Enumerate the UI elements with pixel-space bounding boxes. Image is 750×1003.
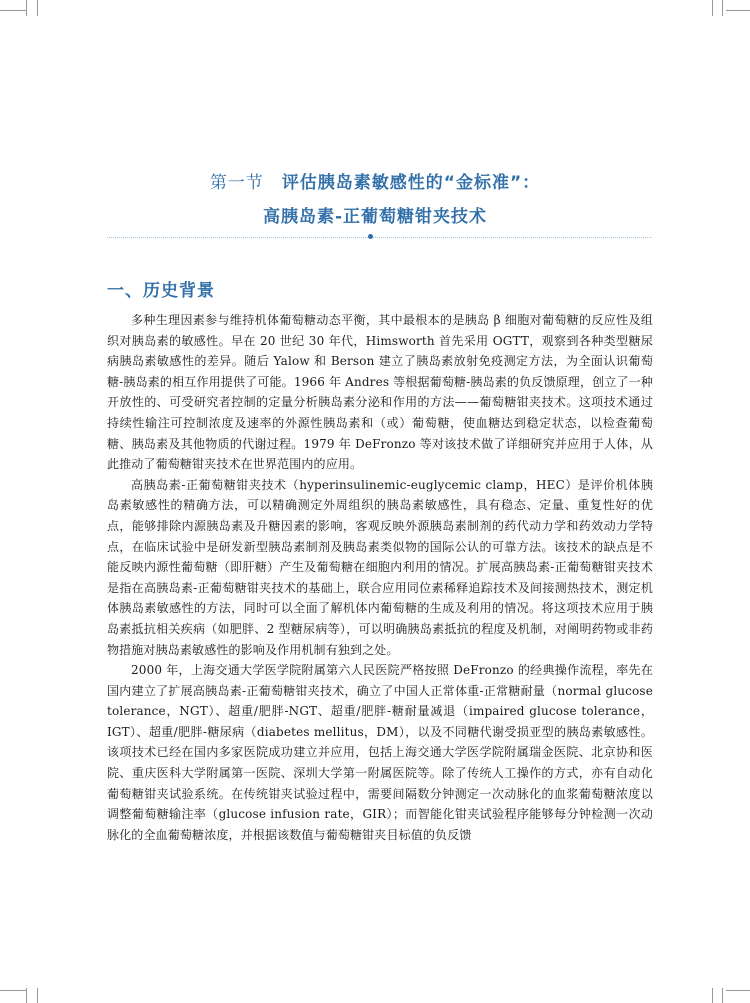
crop-mark (712, 0, 713, 16)
divider-dot (368, 234, 373, 239)
paragraph: 2000 年，上海交通大学医学院附属第六人民医院严格按照 DeFronzo 的经典操作流程，率先在国内建立了扩展高胰岛素-正葡萄糖钳夹技术，确立了中国人正常体重-正常糖耐量（normal glucose tolerance，NGT）、超重/肥胖-NGT、超重/肥胖-糖耐量减退（impaired glucose tolerance，IGT）、超重/肥胖-糖尿病（diabetes mellitus，DM），以及不同糖代谢受损亚型的胰岛素敏感性。该项技术已经在国内多家医院成功建立并应用，包括上海交通大学医学院附属瑞金医院、北京协和医院、重庆医科大学附属第一医院、深圳大学第一附属医院等。除了传统人工操作的方式，亦有自动化葡萄糖钳夹试验系统。在传统钳夹试验过程中，需要间隔数分钟测定一次动脉化的血浆葡萄糖浓度以调整葡萄糖输注率（glucose infusion rate，GIR）；而智能化钳夹试验程序能够每分钟检测一次动脉化的全血葡萄糖浓度，并根据该数值与葡萄糖钳夹目标值的负反馈 (107, 663, 653, 842)
crop-mark (726, 990, 750, 991)
crop-mark (712, 988, 713, 1003)
crop-mark (722, 0, 723, 16)
section-label: 第一节 (209, 173, 264, 193)
chapter-heading-line1 (0, 170, 750, 196)
chapter-title-line1: 评估胰岛素敏感性的“金标准”： (281, 173, 541, 193)
crop-mark (726, 10, 750, 11)
chapter-heading (0, 170, 750, 230)
dotted-divider (107, 237, 652, 238)
paragraph: 多种生理因素参与维持机体葡萄糖动态平衡，其中最根本的是胰岛 β 细胞对葡萄糖的反应性及组织对胰岛素的敏感性。早在 20 世纪 30 年代，Himsworth 首先采用 OGTT，观察到各种类型糖尿病胰岛素敏感性的差异。随后 Yalow 和 Berson 建立了胰岛素放射免疫测定方法，为全面认识葡萄糖-胰岛素的相互作用提供了可能。1966 年 Andres 等根据葡萄糖-胰岛素的负反馈原理，创立了一种开放性的、可受研究者控制的定量分析胰岛素分泌和作用的方法——葡萄糖钳夹技术。这项技术通过持续性输注可控制浓度及速率的外源性胰岛素和（或）葡萄糖，使血糖达到稳定状态，以检查葡萄糖、胰岛素及其他物质的代谢过程。1979 年 DeFronzo 等对该技术做了详细研究并应用于人体，从此推动了葡萄糖钳夹技术在世界范围内的应用。 (107, 313, 653, 472)
crop-mark (26, 0, 27, 16)
section-heading: 一、历史背景 (107, 281, 215, 301)
chapter-title-line2: 高胰岛素-正葡萄糖钳夹技术 (262, 207, 488, 227)
crop-mark (722, 988, 723, 1003)
crop-mark (37, 0, 38, 16)
crop-mark (0, 990, 26, 991)
paragraph: 高胰岛素-正葡萄糖钳夹技术（hyperinsulinemic-euglycemic clamp，HEC）是评价机体胰岛素敏感性的精确方法，可以精确测定外周组织的胰岛素敏感性，具有稳态、定量、重复性好的优点，能够排除内源胰岛素及升糖因素的影响，客观反映外源胰岛素制剂的药代动力学和药效动力学特点，在临床试验中是研发新型胰岛素制剂及胰岛素类似物的国际公认的可靠方法。该技术的缺点是不能反映内源性葡萄糖（即肝糖）产生及葡萄糖在细胞内利用的情况。扩展高胰岛素-正葡萄糖钳夹技术是指在高胰岛素-正葡萄糖钳夹技术的基础上，联合应用同位素稀释追踪技术及间接测热技术，测定机体胰岛素敏感性的方法，同时可以全面了解机体内葡萄糖的生成及利用的情况。将这项技术应用于胰岛素抵抗相关疾病（如肥胖、2 型糖尿病等），可以明确胰岛素抵抗的程度及机制，对阐明药物或非药物措施对胰岛素敏感性的影响及作用机制有独到之处。 (107, 477, 653, 657)
crop-mark (26, 988, 27, 1003)
crop-mark (0, 10, 26, 11)
crop-mark (37, 988, 38, 1003)
body-text (107, 310, 653, 845)
